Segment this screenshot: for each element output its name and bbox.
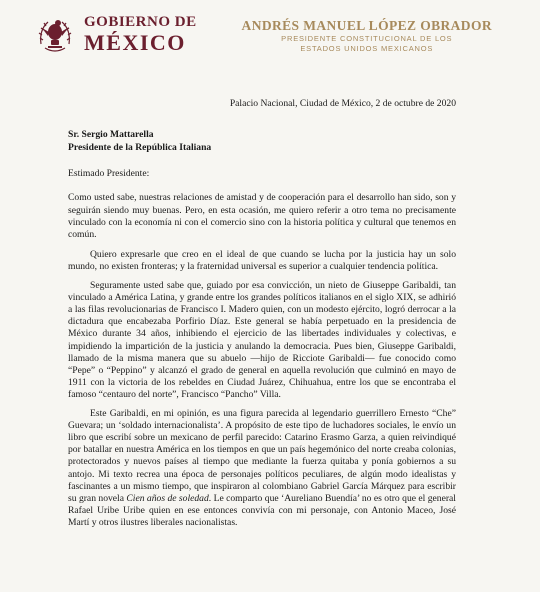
paragraph-1: Como usted sabe, nuestras relaciones de amistad y de cooperación para el desarrollo han sido, son y seguirán siendo muy buenas. Pero, en esta ocasión, me quiero referir a otro tema no precisamente vinculado con la economía ni con el comercio sino con la historia política y cultural que tenemos en común. bbox=[68, 192, 456, 241]
recipient-title: Presidente de la República Italiana bbox=[68, 142, 212, 154]
paragraph-2: Quiero expresarle que creo en el ideal de que cuando se lucha por la justicia hay un solo mundo, no existen fronteras; y la fraternidad universal es superior a cualquier tendencia política. bbox=[68, 249, 456, 273]
coat-of-arms-icon bbox=[36, 14, 74, 56]
president-title-line2: ESTADOS UNIDOS MEXICANOS bbox=[300, 44, 434, 53]
president-heading bbox=[242, 18, 492, 54]
paragraph-4-text-b: . Le comparto que ‘Aureliano Buendía’ no es otro que el general Rafael Uribe Uribe quien en ese entonces convivía con mi personaje, con Antonio Maceo, José Martí y otros ilustres liberales nacionalistas. bbox=[68, 493, 456, 529]
recipient-block bbox=[68, 128, 456, 154]
letter-body bbox=[68, 98, 456, 536]
government-wordmark-line2: MÉXICO bbox=[84, 30, 186, 55]
recipient-name: Sr. Sergio Mattarella bbox=[68, 129, 154, 141]
paragraph-4 bbox=[68, 408, 456, 530]
president-name: ANDRÉS MANUEL LÓPEZ OBRADOR bbox=[241, 18, 492, 33]
government-wordmark-line1: GOBIERNO DE bbox=[84, 14, 197, 30]
president-title-line1: PRESIDENTE CONSTITUCIONAL DE LOS bbox=[281, 34, 453, 43]
novel-title: Cien años de soledad bbox=[126, 493, 209, 505]
paragraph-4-text-a: Este Garibaldi, en mi opinión, es una figura parecida al legendario guerrillero Ernesto “Che” Guevara; un ‘soldado internacionalista’. A propósito de este tipo de luchadores sociales, le envío un libro que escribí sobre un mexicano de perfil parecido: Catarino Erasmo Garza, a quien reivindiqué por batallar en nuestra América en los tiempos en que un país hegemónico del norte creaba colonias, protectorados y nuevos países al tiempo que mediante la fuerza quitaba y ponía gobiernos a su antojo. Mi texto recrea una época de personajes políticos peculiares, de algún modo idealistas y fascinantes a un mismo tiempo, que inspiraron al colombiano Gabriel García Márquez para escribir su gran novela bbox=[68, 407, 456, 505]
letterhead bbox=[0, 0, 540, 70]
paragraph-3: Seguramente usted sabe que, guiado por esa convicción, un nieto de Giuseppe Garibaldi, tan vinculado a América Latina, y grande entre los grandes políticos italianos en el siglo XIX, se adhirió a las filas revolucionarias de Francisco I. Madero quien, con un modesto ejército, logró derrocar a la dictadura que encabezaba Porfirio Díaz. Este general se había perpetuado en la presidencia de México durante 34 años, inhibiendo el ejercicio de las libertades individuales y colectivas, e impidiendo la impartición de la justicia y anulando la democracia. Pues bien, Giuseppe Garibaldi, llamado de la misma manera que su abuelo —hijo de Ricciote Garibaldi— fue conocido como “Pepe” o “Peppino” y alcanzó el grado de general en aquella revolución que culminó en mayo de 1911 con la victoria de los rebeldes en Ciudad Juárez, Chihuahua, entre los que se encontraba el famoso “centauro del norte”, Francisco “Pancho” Villa. bbox=[68, 279, 456, 401]
greeting: Estimado Presidente: bbox=[68, 168, 150, 180]
government-wordmark bbox=[84, 14, 197, 55]
letter-date: Palacio Nacional, Ciudad de México, 2 de octubre de 2020 bbox=[229, 98, 456, 109]
